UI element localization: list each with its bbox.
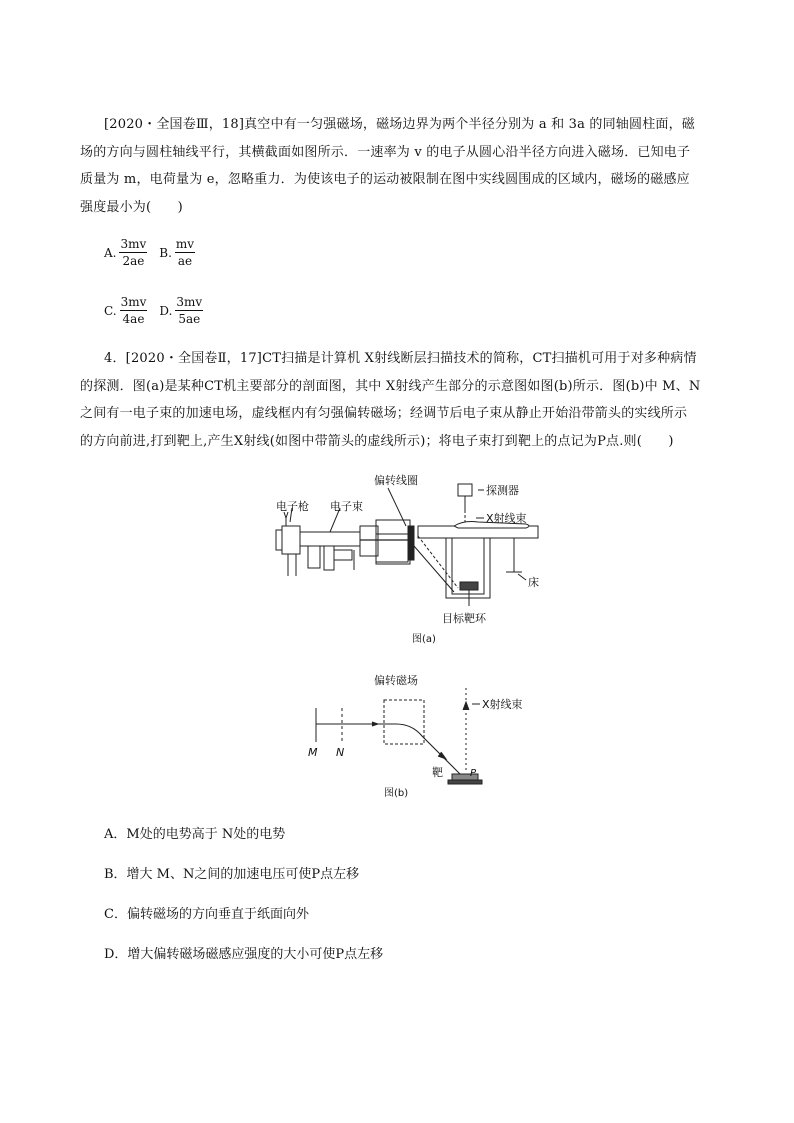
option-a-label: A. [104,245,117,260]
label-target-ring: 目标靶环 [442,612,486,625]
option-b-denominator: ae [177,254,193,268]
q4-stem [80,345,716,455]
q3-options-row-2 [104,295,205,326]
magnetic-field-box [384,700,424,744]
label-n: N [336,746,345,759]
label-electron-beam: 电子束 [330,500,363,513]
q4-line-2: 的探测．图(a)是某种CT机主要部分的剖面图，其中 X射线产生部分的示意图如图(b)所示．图(b)中 M、N [80,378,701,394]
label-electron-gun: 电子枪 [276,500,309,513]
label-xray-beam-a: X射线束 [486,512,527,525]
option-b-numerator: mv [175,237,195,251]
choice-a[interactable]: A．M处的电势高于 N处的电势 [104,827,286,842]
option-c-fraction[interactable] [120,295,148,326]
electron-gun-cap [276,530,282,550]
figure-a [268,470,558,650]
q4-line-4: 的方向前进,打到靶上,产生X射线(如图中带箭头的虚线所示)；将电子束打到靶上的点记为P点.则( ) [80,433,674,449]
figure-b [300,672,540,802]
figure-b-caption: 图(b) [384,788,409,799]
label-bed: 床 [528,576,539,589]
option-c-denominator: 4ae [122,312,145,326]
label-xray-beam-b: X射线束 [482,698,523,711]
label-deflection-field: 偏转磁场 [374,674,418,687]
option-b-fraction[interactable] [175,237,195,268]
option-d-label: D. [159,303,173,318]
q3-line-2: 场的方向与圆柱轴线平行，其横截面如图所示．一速率为 v 的电子从圆心沿半径方向进入磁场．已知电子 [80,144,691,160]
option-c-numerator: 3mv [120,295,147,309]
label-target: 靶 [432,766,443,779]
option-d-denominator: 5ae [178,312,201,326]
q3-options-row-1 [104,237,197,268]
option-c-label: C. [104,303,117,318]
q4-line-3: 之间有一电子束的加速电场，虚线框内有匀强偏转磁场；经调节后电子束从静止开始沿带箭头的实线所示 [80,406,688,421]
option-b-label: B. [159,245,172,260]
q3-stem [80,111,716,221]
label-p: P [470,768,477,779]
option-a-denominator: 2ae [122,254,145,268]
label-detector: 探测器 [486,484,519,497]
label-deflection-coil: 偏转线圈 [374,474,418,487]
option-a-fraction[interactable] [119,237,147,268]
choice-b[interactable]: B．增大 M、N之间的加速电压可使P点左移 [104,867,360,882]
q3-line-3: 质量为 m，电荷量为 e，忽略重力．为使该电子的运动被限制在图中实线圆围成的区域内，磁场的磁感应 [80,172,690,187]
option-a-numerator: 3mv [120,237,147,251]
option-d-fraction[interactable] [175,295,203,326]
q4-line-1: 4．[2020・全国卷Ⅱ，17]CT扫描是计算机 X射线断层扫描技术的简称，CT扫描机可用于对多种病情 [104,351,697,366]
figure-a-caption: 图(a) [412,634,436,645]
q3-line-1: [2020・全国卷Ⅲ，18]真空中有一匀强磁场，磁场边界为两个半径分别为 a 和 3a 的同轴圆柱面，磁 [104,117,696,132]
choice-c[interactable]: C．偏转磁场的方向垂直于纸面向外 [104,907,309,922]
electron-gun-body [282,526,300,554]
option-d-numerator: 3mv [176,295,203,309]
q3-line-4: 强度最小为( ) [80,199,183,215]
label-m: M [308,746,318,759]
choice-d[interactable]: D．增大偏转磁场磁感应强度的大小可使P点左移 [104,947,384,962]
